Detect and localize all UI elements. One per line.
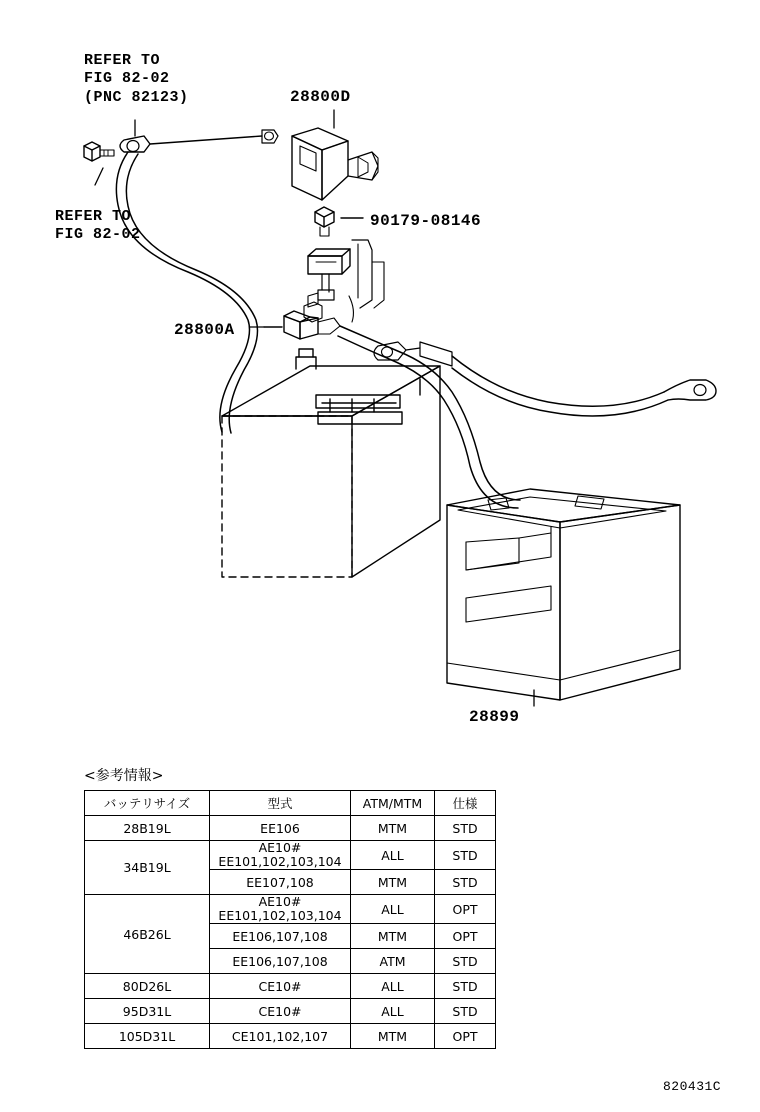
cell-spec: STD (435, 870, 496, 895)
cell-spec: STD (435, 974, 496, 999)
cell-model: AE10# EE101,102,103,104 (210, 841, 351, 870)
label-refer-to-fig-82-02-bottom: REFER TO FIG 82-02 (55, 208, 141, 244)
table-row (85, 841, 496, 870)
cell-model: CE101,102,107 (210, 1024, 351, 1049)
cell-battery-size: 46B26L (85, 895, 210, 974)
cell-model: EE106,107,108 (210, 949, 351, 974)
table-row (85, 816, 496, 841)
battery-sensor-bracket (308, 240, 384, 322)
column-header-spec: 仕様 (435, 791, 496, 816)
table-row (85, 974, 496, 999)
cell-atm-mtm: MTM (351, 924, 435, 949)
label-refer-to-fig-82-02-top: REFER TO FIG 82-02 (PNC 82123) (84, 52, 189, 106)
column-header-atm-mtm: ATM/MTM (351, 791, 435, 816)
battery-cable-positive (338, 326, 520, 508)
battery-spec-table (84, 790, 496, 1049)
label-part-28899: 28899 (469, 708, 520, 726)
column-header-model: 型式 (210, 791, 351, 816)
cell-atm-mtm: ALL (351, 999, 435, 1024)
cell-atm-mtm: ALL (351, 974, 435, 999)
cell-atm-mtm: ATM (351, 949, 435, 974)
cell-battery-size: 80D26L (85, 974, 210, 999)
cell-atm-mtm: MTM (351, 1024, 435, 1049)
cell-battery-size: 95D31L (85, 999, 210, 1024)
cell-battery-size: 28B19L (85, 816, 210, 841)
cell-model: EE106,107,108 (210, 924, 351, 949)
table-caption: <参考情報> (84, 768, 164, 784)
label-part-90179-08146: 90179-08146 (370, 212, 482, 230)
bolt-fastener (84, 142, 114, 185)
terminal-cover-28800d (292, 128, 378, 200)
battery-cable-negative (116, 152, 257, 433)
label-part-28800a: 28800A (174, 321, 235, 339)
battery-tray-28899 (447, 489, 680, 700)
cell-spec: OPT (435, 924, 496, 949)
cell-spec: STD (435, 816, 496, 841)
table-row (85, 895, 496, 924)
cell-battery-size: 34B19L (85, 841, 210, 895)
table-row (85, 1024, 496, 1049)
cell-model: CE10# (210, 974, 351, 999)
cell-spec: STD (435, 949, 496, 974)
cell-spec: STD (435, 841, 496, 870)
ground-cable-right (452, 356, 716, 416)
cell-spec: OPT (435, 895, 496, 924)
cell-model: AE10# EE101,102,103,104 (210, 895, 351, 924)
battery-left-outline (222, 349, 440, 577)
cell-atm-mtm: MTM (351, 870, 435, 895)
label-part-28800d: 28800D (290, 88, 351, 106)
cell-spec: STD (435, 999, 496, 1024)
left-cable-terminal (120, 130, 278, 152)
nut-90179-08146 (315, 207, 363, 236)
cell-model: EE107,108 (210, 870, 351, 895)
cell-atm-mtm: ALL (351, 841, 435, 870)
cell-model: CE10# (210, 999, 351, 1024)
table-header-row (85, 791, 496, 816)
table-row (85, 999, 496, 1024)
cell-atm-mtm: ALL (351, 895, 435, 924)
cell-model: EE106 (210, 816, 351, 841)
label-drawing-code: 820431C (663, 1079, 722, 1094)
cell-atm-mtm: MTM (351, 816, 435, 841)
cell-spec: OPT (435, 1024, 496, 1049)
cell-battery-size: 105D31L (85, 1024, 210, 1049)
column-header-battery-size: バッテリサイズ (85, 791, 210, 816)
